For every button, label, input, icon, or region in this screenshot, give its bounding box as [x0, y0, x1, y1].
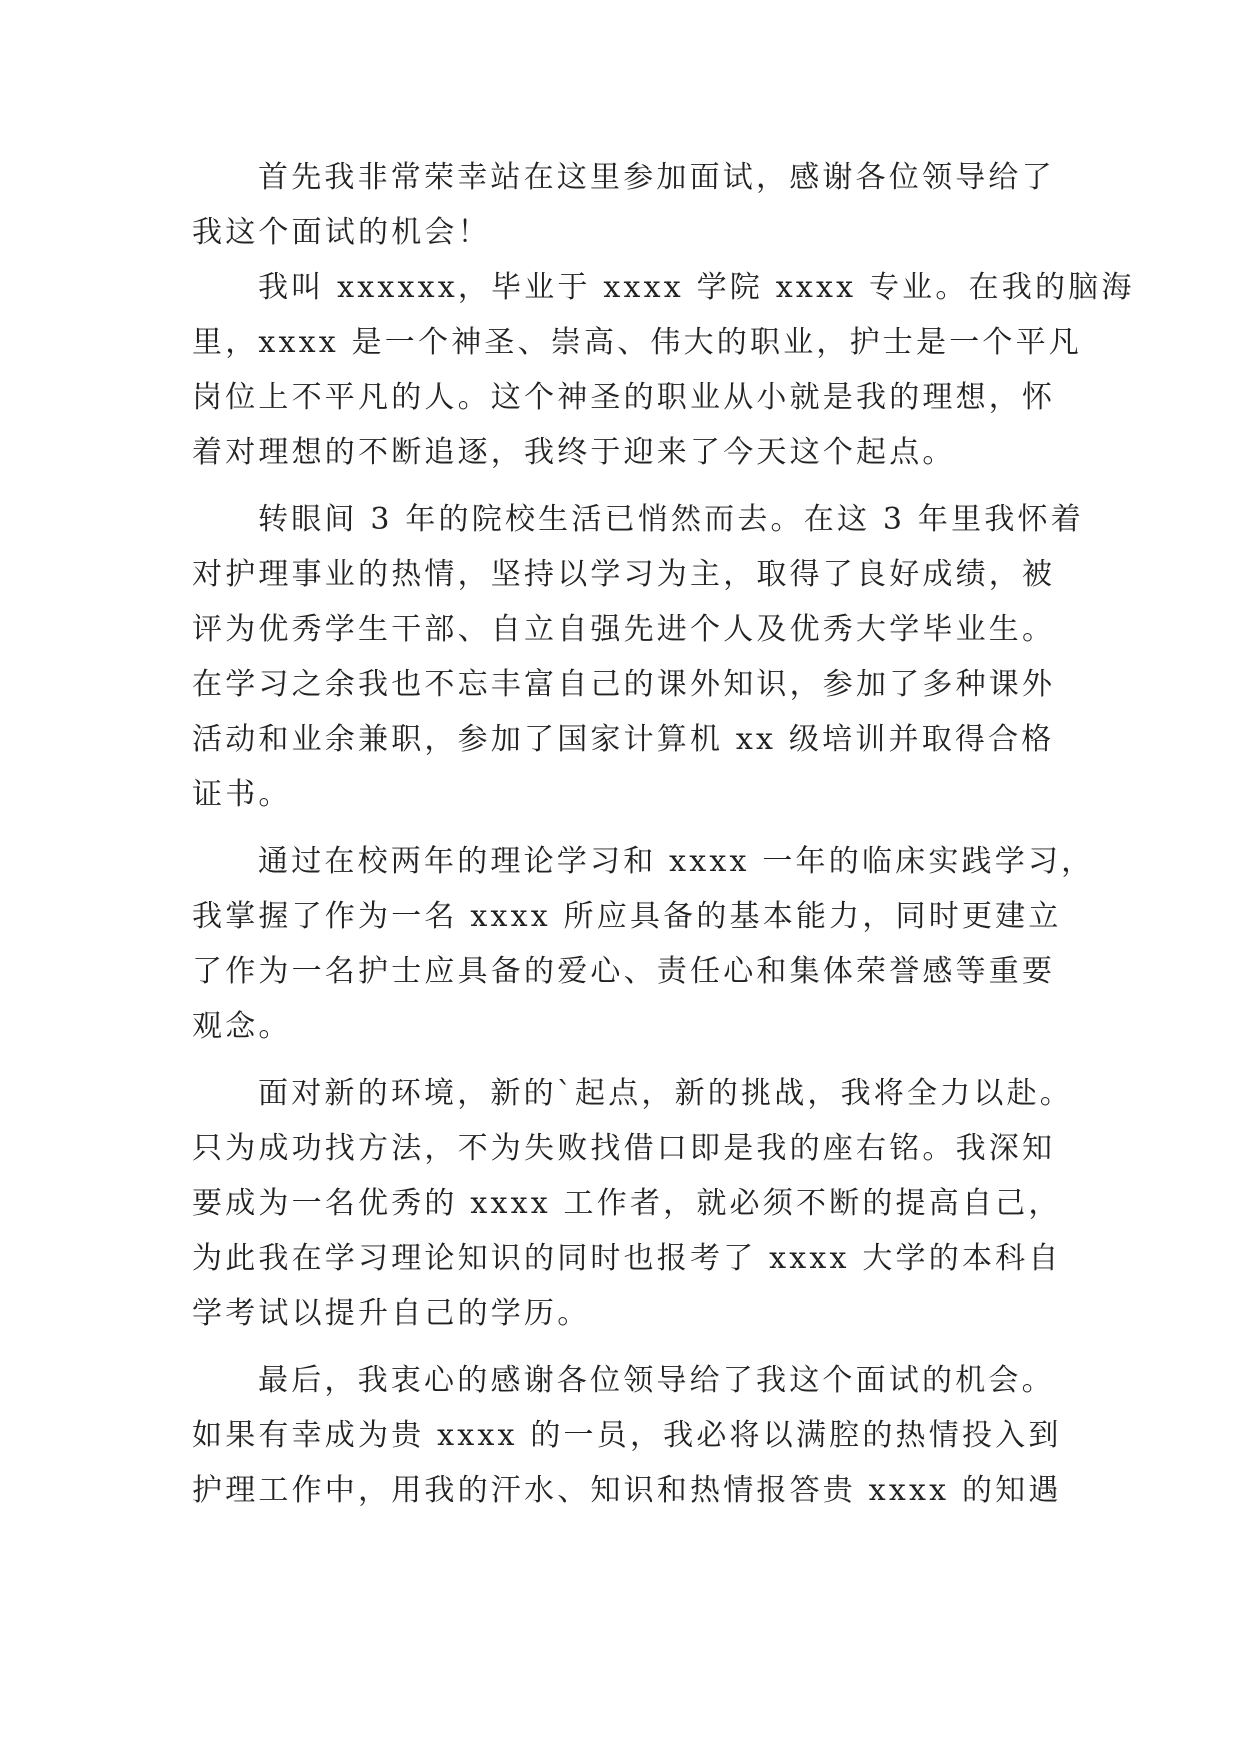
paragraph-5-line-1: 面对新的环境，新的`起点，新的挑战，我将全力以赴。	[258, 1076, 1073, 1111]
paragraph-1-line-2: 我这个面试的机会！	[192, 215, 491, 250]
paragraph-2-line-4: 着对理想的不断追逐，我终于迎来了今天这个起点。	[192, 435, 956, 470]
paragraph-2-line-2: 里，xxxx 是一个神圣、崇高、伟大的职业，护士是一个平凡	[192, 325, 1083, 360]
paragraph-1-line-1: 首先我非常荣幸站在这里参加面试，感谢各位领导给了	[258, 160, 1055, 195]
paragraph-3-line-2: 对护理事业的热情，坚持以学习为主，取得了良好成绩，被	[192, 557, 1056, 592]
paragraph-2-line-1: 我叫 xxxxxx，毕业于 xxxx 学院 xxxx 专业。在我的脑海	[258, 270, 1135, 305]
paragraph-2-line-3: 岗位上不平凡的人。这个神圣的职业从小就是我的理想，怀	[192, 380, 1056, 415]
paragraph-4-line-2: 我掌握了作为一名 xxxx 所应具备的基本能力，同时更建立	[192, 899, 1062, 934]
paragraph-6-line-3: 护理工作中，用我的汗水、知识和热情报答贵 xxxx 的知遇	[192, 1473, 1062, 1508]
paragraph-3-line-1: 转眼间 3 年的院校生活已悄然而去。在这 3 年里我怀着	[258, 502, 1084, 537]
paragraph-5-line-2: 只为成功找方法，不为失败找借口即是我的座右铭。我深知	[192, 1131, 1056, 1166]
paragraph-5-line-5: 学考试以提升自己的学历。	[192, 1296, 591, 1331]
paragraph-3-line-3: 评为优秀学生干部、自立自强先进个人及优秀大学毕业生。	[192, 612, 1056, 647]
paragraph-3-line-5: 活动和业余兼职，参加了国家计算机 xx 级培训并取得合格	[192, 722, 1055, 757]
paragraph-6-line-1: 最后，我衷心的感谢各位领导给了我这个面试的机会。	[258, 1363, 1055, 1398]
paragraph-3-line-4: 在学习之余我也不忘丰富自己的课外知识，参加了多种课外	[192, 667, 1056, 702]
paragraph-3-line-6: 证书。	[192, 777, 292, 812]
paragraph-4-line-4: 观念。	[192, 1009, 292, 1044]
paragraph-4-line-3: 了作为一名护士应具备的爱心、责任心和集体荣誉感等重要	[192, 954, 1056, 989]
paragraph-5-line-3: 要成为一名优秀的 xxxx 工作者，就必须不断的提高自己，	[192, 1186, 1062, 1221]
paragraph-5-line-4: 为此我在学习理论知识的同时也报考了 xxxx 大学的本科自	[192, 1241, 1062, 1276]
paragraph-6-line-2: 如果有幸成为贵 xxxx 的一员，我必将以满腔的热情投入到	[192, 1418, 1062, 1453]
paragraph-4-line-1: 通过在校两年的理论学习和 xxxx 一年的临床实践学习，	[258, 844, 1095, 879]
